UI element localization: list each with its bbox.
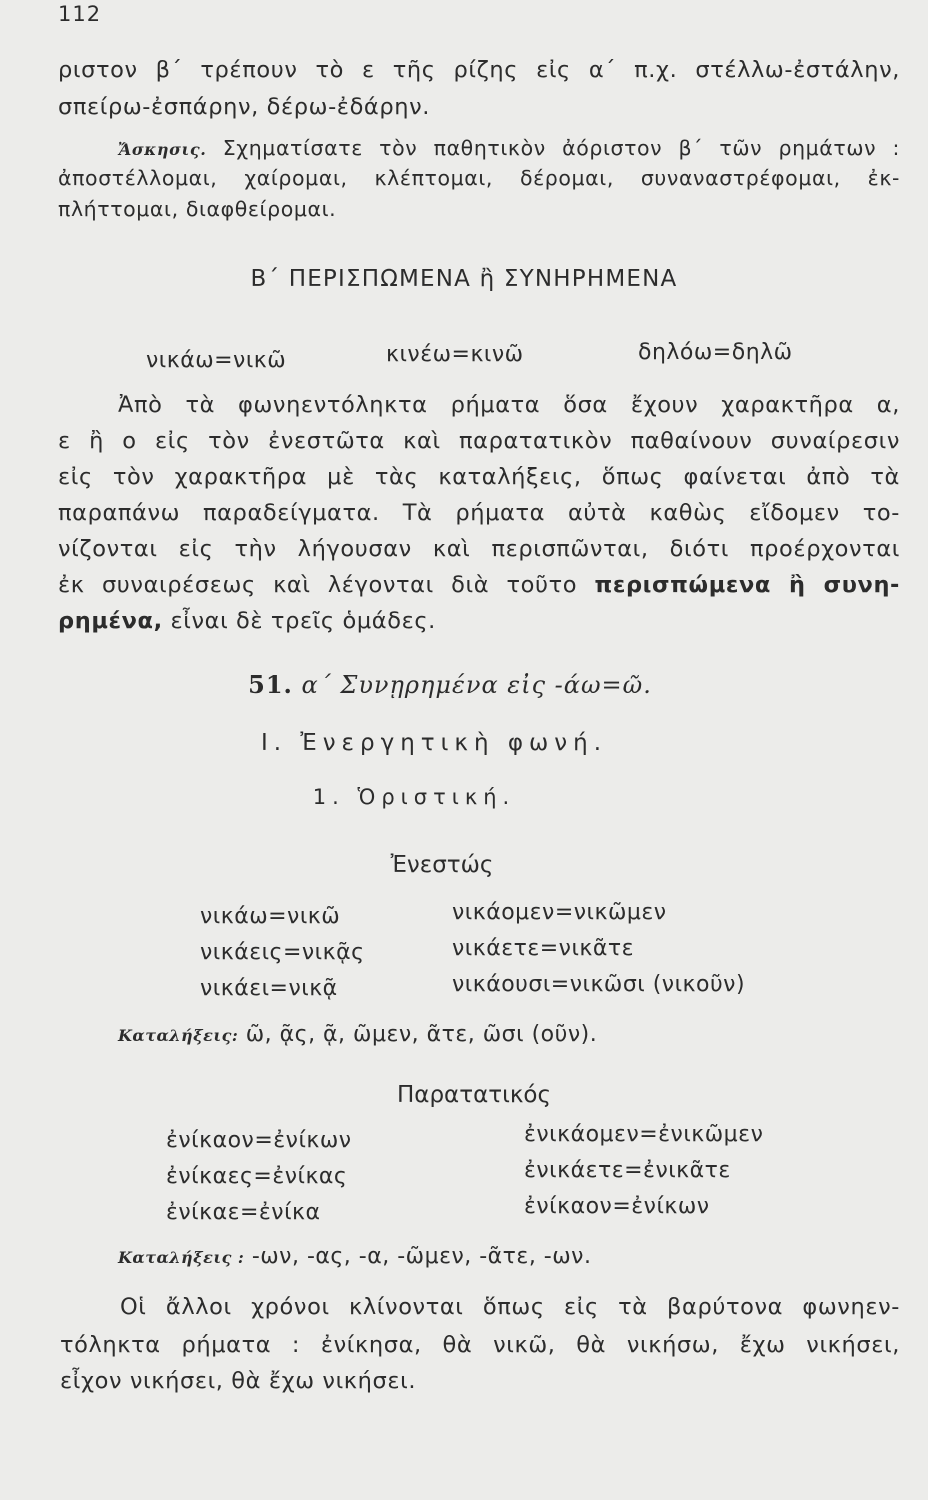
imperfect-form: ἐνίκαον=ἐνίκων [166, 1128, 352, 1153]
paragraph-line [58, 608, 436, 634]
paragraph-line [58, 572, 900, 598]
text-line: ριστον β΄ τρέπουν τὸ ε τῆς ρίζης εἰς α΄ π.χ. στέλλω-ἐστάλην, [58, 57, 900, 83]
present-form: νικάω=νικῶ [200, 904, 341, 929]
paragraph-line: παραπάνω παραδείγματα. Τὰ ρήματα αὐτὰ καθὼς εἴδομεν το- [58, 500, 900, 526]
paragraph-line: Ἀπὸ τὰ φωνηεντόληκτα ρήματα ὅσα ἔχουν χαρακτῆρα α, [118, 392, 900, 418]
exercise-label: Ἄσκησις. [118, 140, 207, 159]
exercise-text: Σχηματίσατε τὸν παθητικὸν ἀόριστον β΄ τῶν ρημάτων : [222, 136, 900, 160]
closing-line: τόληκτα ρήματα : ἐνίκησα, θὰ νικῶ, θὰ νικήσω, ἔχω νικήσει, [60, 1332, 900, 1358]
imperfect-endings [118, 1244, 591, 1269]
paragraph-line: ε ἢ ο εἰς τὸν ἐνεστῶτα καὶ παρατατικὸν παθαίνουν συναίρεσιν [58, 428, 900, 454]
voice-title: Ι. Ἐνεργητικὴ φωνή. [260, 730, 608, 756]
closing-line: εἶχον νικήσει, θὰ ἔχω νικήσει. [60, 1368, 417, 1394]
imperfect-form: ἐνικάομεν=ἐνικῶμεν [524, 1122, 764, 1147]
text-line: σπείρω-ἐσπάρην, δέρω-ἐδάρην. [58, 94, 431, 120]
imperfect-form: ἐνίκαες=ἐνίκας [166, 1164, 348, 1189]
imperfect-title: Παρατατικός [397, 1082, 551, 1108]
endings-text: -ων, -ας, -α, -ῶμεν, -ᾶτε, -ων. [251, 1244, 592, 1269]
endings-label: Καταλήξεις : [118, 1248, 245, 1267]
present-endings [118, 1022, 597, 1047]
example-1: νικάω=νικῶ [146, 348, 287, 373]
endings-text: ῶ, ᾷς, ᾷ, ῶμεν, ᾶτε, ῶσι (οῦν). [245, 1022, 598, 1047]
exercise-line-2: ἀποστέλλομαι, χαίρομαι, κλέπτομαι, δέρομαι, συναναστρέφομαι, ἐκ- [58, 166, 900, 190]
section-title: α΄ Συνῃρημένα εἰς -άω=ῶ. [292, 671, 652, 699]
closing-line: Οἱ ἄλλοι χρόνοι κλίνονται ὅπως εἰς τὰ βαρύτονα φωνηεν- [120, 1294, 900, 1320]
imperfect-form: ἐνίκαον=ἐνίκων [524, 1194, 710, 1219]
exercise-line-3: πλήττομαι, διαφθείρομαι. [58, 197, 337, 221]
paragraph-text: εἶναι δὲ τρεῖς ὁμάδες. [162, 608, 436, 634]
present-form: νικάει=νικᾷ [200, 976, 338, 1001]
section-b-title: Β΄ ΠΕΡΙΣΠΩΜΕΝΑ ἢ ΣΥΝΗΡΗΜΕΝΑ [250, 266, 678, 292]
imperfect-form: ἐνίκαε=ἐνίκα [166, 1200, 321, 1225]
section-number: 51. [248, 670, 293, 699]
paragraph-text: ἐκ συναιρέσεως καὶ λέγονται διὰ τοῦτο [58, 572, 595, 598]
present-form: νικάετε=νικᾶτε [452, 936, 635, 961]
example-2: κινέω=κινῶ [386, 342, 524, 367]
paragraph-line: νίζονται εἰς τὴν λήγουσαν καὶ περισπῶνται, διότι προέρχονται [58, 536, 900, 562]
page-number: 112 [58, 2, 102, 26]
bold-term: ρημένα, [58, 608, 163, 634]
present-form: νικάουσι=νικῶσι (νικοῦν) [452, 972, 746, 997]
present-form: νικάεις=νικᾷς [200, 940, 365, 965]
paragraph-line: εἰς τὸν χαρακτῆρα μὲ τὰς καταλήξεις, ὅπως φαίνεται ἀπὸ τὰ [58, 464, 900, 490]
endings-label: Καταλήξεις: [118, 1026, 239, 1045]
example-3: δηλόω=δηλῶ [638, 340, 793, 365]
section-51-heading [0, 670, 914, 699]
present-title: Ἐνεστώς [390, 852, 494, 878]
exercise-line-1 [118, 136, 900, 160]
mood-title: 1. Ὁριστική. [312, 785, 516, 809]
imperfect-form: ἐνικάετε=ἐνικᾶτε [524, 1158, 731, 1183]
bold-term: περισπώμενα ἢ συνη- [594, 572, 900, 598]
present-form: νικάομεν=νικῶμεν [452, 900, 667, 925]
